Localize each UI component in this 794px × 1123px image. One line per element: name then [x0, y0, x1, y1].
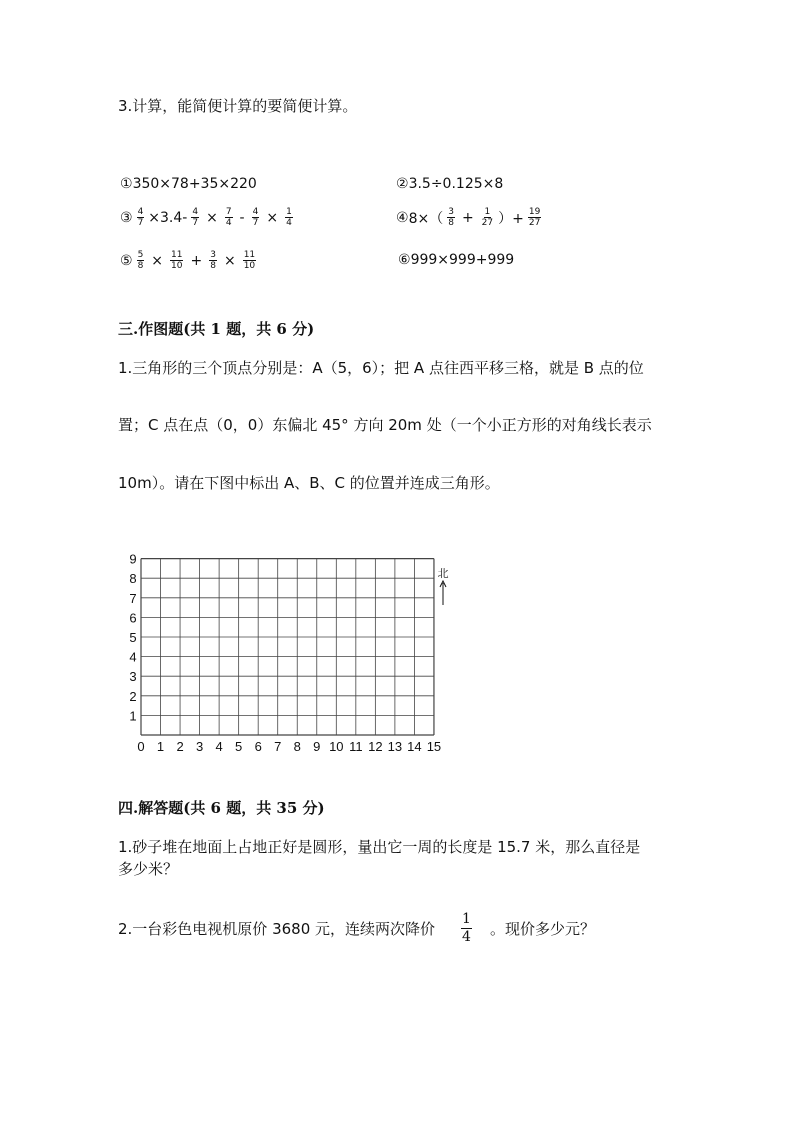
expr-op: × [151, 252, 164, 269]
x-axis-label: 15 [426, 739, 442, 754]
fraction: $\frac{4}{7}$ [252, 207, 259, 228]
x-axis-label: 9 [313, 739, 321, 754]
expr-index: ⑤ [120, 252, 133, 269]
s3-q1-line-1: 1.三角形的三个顶点分别是：A（5，6）；把 A 点往西平移三格，就是 B 点的位 [118, 359, 644, 377]
x-axis-label: 2 [176, 739, 184, 754]
x-axis-label: 11 [349, 739, 363, 754]
y-axis-label: 1 [129, 708, 137, 724]
x-axis-label: 7 [274, 739, 282, 754]
expr-op: × [223, 252, 236, 269]
fraction: $\frac{19}{27}$ [528, 207, 541, 228]
s4-q2 [118, 911, 595, 946]
fraction: $\frac{7}{4}$ [225, 207, 232, 228]
expr-index: ② [396, 176, 409, 192]
y-axis-label: 3 [129, 669, 137, 685]
x-axis-label: 1 [156, 739, 165, 754]
expr-op: + [190, 252, 203, 269]
expr-index: ⑥ [398, 252, 411, 268]
s4-q1-line-2: 多少米？ [118, 860, 179, 878]
y-axis-label: 4 [129, 649, 137, 665]
fraction: $\frac{1}{4}$ [286, 207, 292, 228]
fraction: $\frac{3}{8}$ [210, 250, 216, 271]
fraction: $\frac{11}{10}$ [171, 250, 183, 271]
expr-op: × [206, 209, 218, 226]
s4-q2-text-before: 2.一台彩色电视机原价 3680 元，连续两次降价 [118, 920, 436, 938]
fraction: $\frac{4}{7}$ [137, 207, 144, 228]
expr-index: ③ [120, 209, 133, 226]
expr-text: 350×78+35×220 [132, 176, 257, 192]
y-axis-label: 7 [129, 590, 137, 606]
fraction: $\frac{5}{8}$ [137, 250, 144, 271]
x-axis-label: 6 [254, 739, 262, 754]
expr-op: ）+ [498, 210, 524, 227]
expr-op: + [461, 209, 474, 226]
fraction: $\frac{1}{27}$ [481, 207, 494, 228]
s4-q1-line-1: 1.砂子堆在地面上占地正好是圆形，量出它一周的长度是 15.7 米，那么直径是 [118, 838, 641, 856]
s4-q2-text-after: 。现价多少元？ [489, 920, 595, 938]
expr-text: 999×999+999 [410, 252, 515, 268]
expr-text: 3.5÷0.125×8 [408, 176, 504, 192]
north-label: 北 [437, 568, 449, 580]
x-axis-label: 3 [195, 739, 204, 754]
fraction: $\frac{3}{8}$ [448, 207, 454, 228]
x-axis-label: 10 [329, 739, 344, 754]
y-axis-label: 9 [129, 551, 137, 567]
y-axis-label: 6 [129, 610, 137, 626]
x-axis-label: 4 [215, 739, 223, 754]
x-axis-label: 8 [293, 739, 301, 754]
expr-index: ④ [396, 209, 409, 226]
s3-q1-line-2: 置；C 点在点（0，0）东偏北 45° 方向 20m 处（一个小正方形的对角线长表示 [118, 416, 652, 434]
y-axis-label: 2 [129, 688, 137, 704]
x-axis-label: 14 [407, 739, 422, 754]
x-axis-label: 12 [368, 739, 383, 754]
y-axis-label: 8 [129, 571, 137, 587]
fraction: $\frac{4}{7}$ [192, 207, 199, 228]
expr-op: × [266, 209, 279, 226]
fraction: $\frac{11}{10}$ [243, 250, 256, 271]
x-axis-label: 0 [137, 739, 145, 754]
y-axis-label: 5 [129, 630, 137, 645]
s3-q1-line-3: 10m）。请在下图中标出 A、B、C 的位置并连成三角形。 [118, 474, 500, 492]
expr-index: ① [120, 176, 133, 192]
expr-op: 8×（ [408, 210, 444, 227]
q3-title: 3.计算，能简便计算的要简便计算。 [118, 97, 358, 115]
expr-op: ×3.4- [148, 209, 188, 226]
section-3-heading: 三.作图题(共 1 题，共 6 分) [118, 320, 315, 338]
s4-q2-fraction: $\frac{1}{4}$ [462, 911, 471, 945]
section-4-heading: 四.解答题(共 6 题，共 35 分) [118, 799, 325, 817]
expr-op: - [239, 209, 245, 226]
x-axis-label: 5 [235, 739, 243, 754]
x-axis-label: 13 [387, 739, 403, 754]
